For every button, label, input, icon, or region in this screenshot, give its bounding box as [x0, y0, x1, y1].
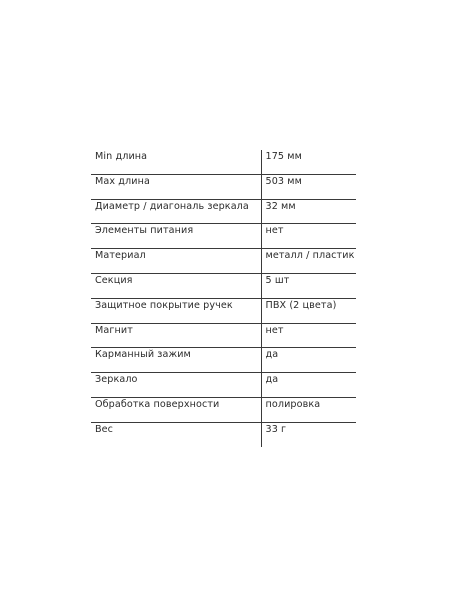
- spec-value: полировка: [261, 397, 356, 422]
- spec-label: Min длина: [91, 150, 261, 174]
- spec-value: ПВХ (2 цвета): [261, 298, 356, 323]
- spec-value: 32 мм: [261, 199, 356, 224]
- table-row: [91, 323, 356, 348]
- table-row: [91, 273, 356, 298]
- spec-label: Обработка поверхности: [91, 397, 261, 422]
- spec-label: Диаметр / диагональ зеркала: [91, 199, 261, 224]
- table-row: [91, 174, 356, 199]
- table-row: [91, 224, 356, 249]
- spec-table: [91, 150, 356, 447]
- table-row: [91, 150, 356, 174]
- table-row: [91, 373, 356, 398]
- spec-value: нет: [261, 224, 356, 249]
- spec-value: 503 мм: [261, 174, 356, 199]
- spec-value: нет: [261, 323, 356, 348]
- table-row: [91, 249, 356, 274]
- spec-label: Max длина: [91, 174, 261, 199]
- spec-value: да: [261, 373, 356, 398]
- spec-value: 33 г: [261, 422, 356, 446]
- spec-label: Вес: [95, 423, 114, 435]
- table-row: [91, 298, 356, 323]
- table-row: [91, 397, 356, 422]
- spec-label: Зеркало: [91, 373, 261, 398]
- spec-label: Карманный зажим: [91, 348, 261, 373]
- table-row: [91, 348, 356, 373]
- spec-label: Секция: [91, 273, 261, 298]
- spec-label: Материал: [91, 249, 261, 274]
- spec-value: да: [261, 348, 356, 373]
- table-row: [91, 422, 356, 446]
- spec-value: металл / пластик: [261, 249, 356, 274]
- spec-label: Магнит: [91, 323, 261, 348]
- table-row: [91, 199, 356, 224]
- spec-label: Элементы питания: [91, 224, 261, 249]
- spec-value: 175 мм: [261, 150, 356, 174]
- spec-label: Защитное покрытие ручек: [91, 298, 261, 323]
- spec-value: 5 шт: [261, 273, 356, 298]
